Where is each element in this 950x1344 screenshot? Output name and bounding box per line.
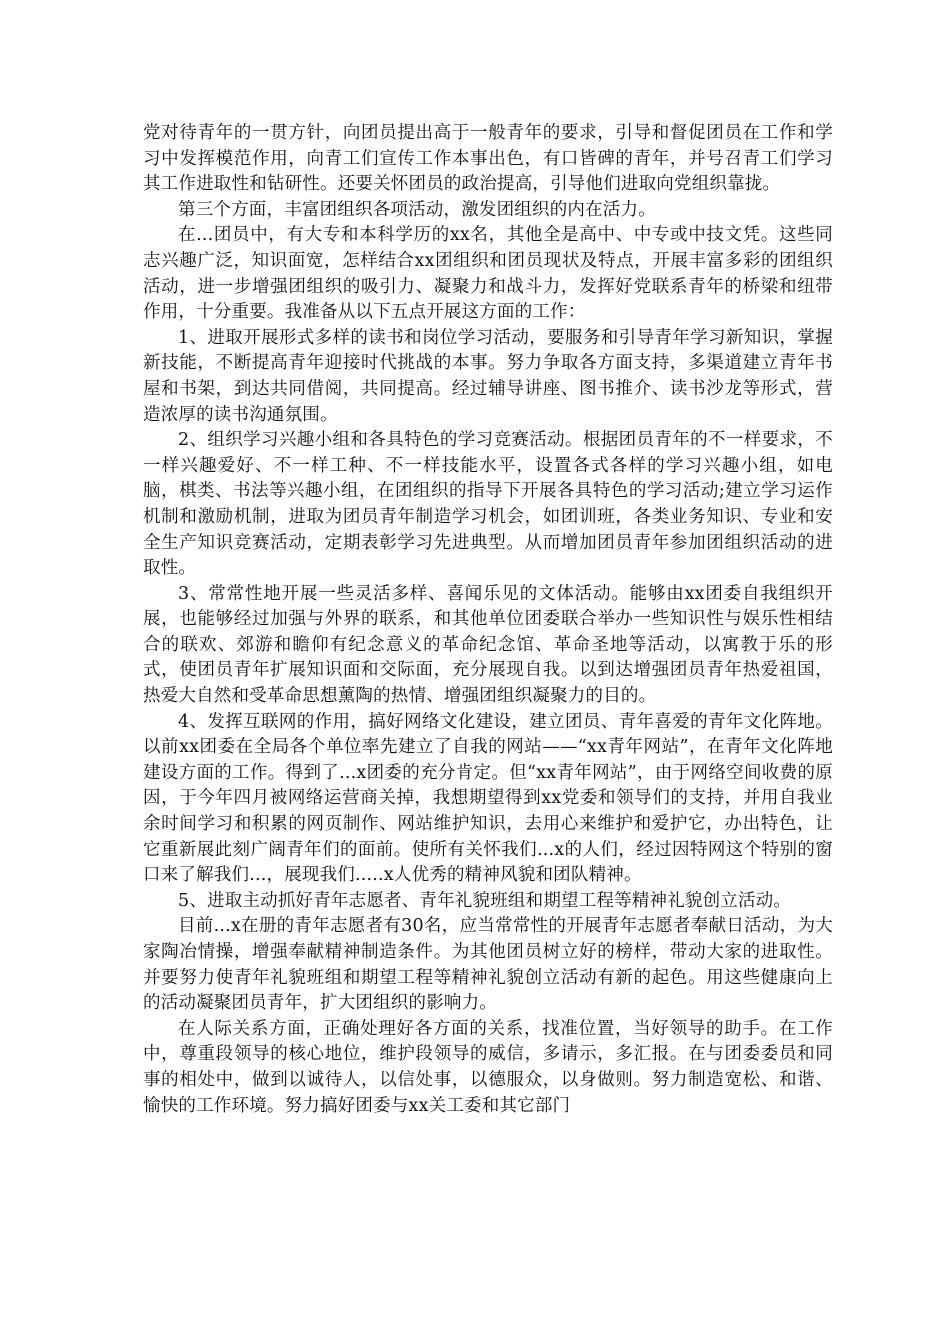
paragraph-relations: 在人际关系方面，正确处理好各方面的关系，找准位置，当好领导的助手。在工作中，尊重段领导的核心地位，维护段领导的威信，多请示，多汇报。在与团委委员和同事的相处中，做到以诚待人，以信处事，以德服众，以身做则。努力制造宽松、和谐、愉快的工作环境。努力搞好团委与xx关工委和其它部门: [143, 1018, 833, 1116]
paragraph-volunteers: 目前...x在册的青年志愿者有30名，应当常常性的开展青年志愿者奉献日活动，为大家陶冶情操，增强奉献精神制造条件。为其他团员树立好的榜样，带动大家的进取性。并要努力使青年礼貌班组和期望工程等精神礼貌创立活动有新的起色。用这些健康向上的活动凝聚团员青年，扩大团组织的影响力。: [143, 916, 833, 1014]
paragraph-item-1: 1、进取开展形式多样的读书和岗位学习活动，要服务和引导青年学习新知识，掌握新技能，不断提高青年迎接时代挑战的本事。努力争取各方面支持，多渠道建立青年书屋和书架，到达共同借阅，共同提高。经过辅导讲座、图书推介、读书沙龙等形式，营造浓厚的读书沟通氛围。: [143, 327, 833, 425]
document-body: [143, 121, 833, 1119]
paragraph-item-2: 2、组织学习兴趣小组和各具特色的学习竞赛活动。根据团员青年的不一样要求，不一样兴趣爱好、不一样工种、不一样技能水平，设置各式各样的学习兴趣小组，如电脑，棋类、书法等兴趣小组，在团组织的指导下开展各具特色的学习活动;建立学习运作机制和激励机制，进取为团员青年制造学习机会，如团训班，各类业务知识、专业和安全生产知识竞赛活动，定期表彰学习先进典型。从而增加团员青年参加团组织活动的进取性。: [143, 430, 833, 579]
paragraph-item-3: 3、常常性地开展一些灵活多样、喜闻乐见的文体活动。能够由xx团委自我组织开展，也能够经过加强与外界的联系，和其他单位团委联合举办一些知识性与娱乐性相结合的联欢、郊游和瞻仰有纪念意义的革命纪念馆、革命圣地等活动，以寓教于乐的形式，使团员青年扩展知识面和交际面，充分展现自我。以到达增强团员青年热爱祖国，热爱大自然和受革命思想薰陶的热情、增强团组织凝聚力的目的。: [143, 583, 833, 707]
paragraph-item-4: 4、发挥互联网的作用，搞好网络文化建设，建立团员、青年喜爱的青年文化阵地。以前xx团委在全局各个单位率先建立了自我的网站——“xx青年网站”，在青年文化阵地建设方面的工作。得到了...x团委的充分肯定。但“xx青年网站”，由于网络空间收费的原因，于今年四月被网络运营商关掉，我想期望得到xx党委和领导们的支持，并用自我业余时间学习和积累的网页制作、网站维护知识，去用心来维护和爱护它，办出特色，让它重新展此刻广阔青年们的面前。使所有关怀我们...x的人们，经过因特网这个特别的窗口来了解我们...，展现我们.....x人优秀的精神风貌和团队精神。: [143, 711, 833, 886]
paragraph-section-heading: 第三个方面，丰富团组织各项活动，激发团组织的内在活力。: [178, 199, 656, 220]
paragraph-intro: 在...团员中，有大专和本科学历的xx名，其他全是高中、中专或中技文凭。这些同志兴趣广泛，知识面宽，怎样结合xx团组织和团员现状及特点，开展丰富多彩的团组织活动，进一步增强团组织的吸引力、凝聚力和战斗力，发挥好党联系青年的桥梁和纽带作用，十分重要。我准备从以下五点开展这方面的工作：: [143, 225, 833, 323]
paragraph-item-5: 5、进取主动抓好青年志愿者、青年礼貌班组和期望工程等精神礼貌创立活动。: [178, 890, 792, 911]
paragraph-continued: 党对待青年的一贯方针，向团员提出高于一般青年的要求，引导和督促团员在工作和学习中发挥模范作用，向青工们宣传工作本事出色，有口皆碑的青年，并号召青工们学习其工作进取性和钻研性。还要关怀团员的政治提高，引导他们进取向党组织靠拢。: [143, 123, 833, 195]
